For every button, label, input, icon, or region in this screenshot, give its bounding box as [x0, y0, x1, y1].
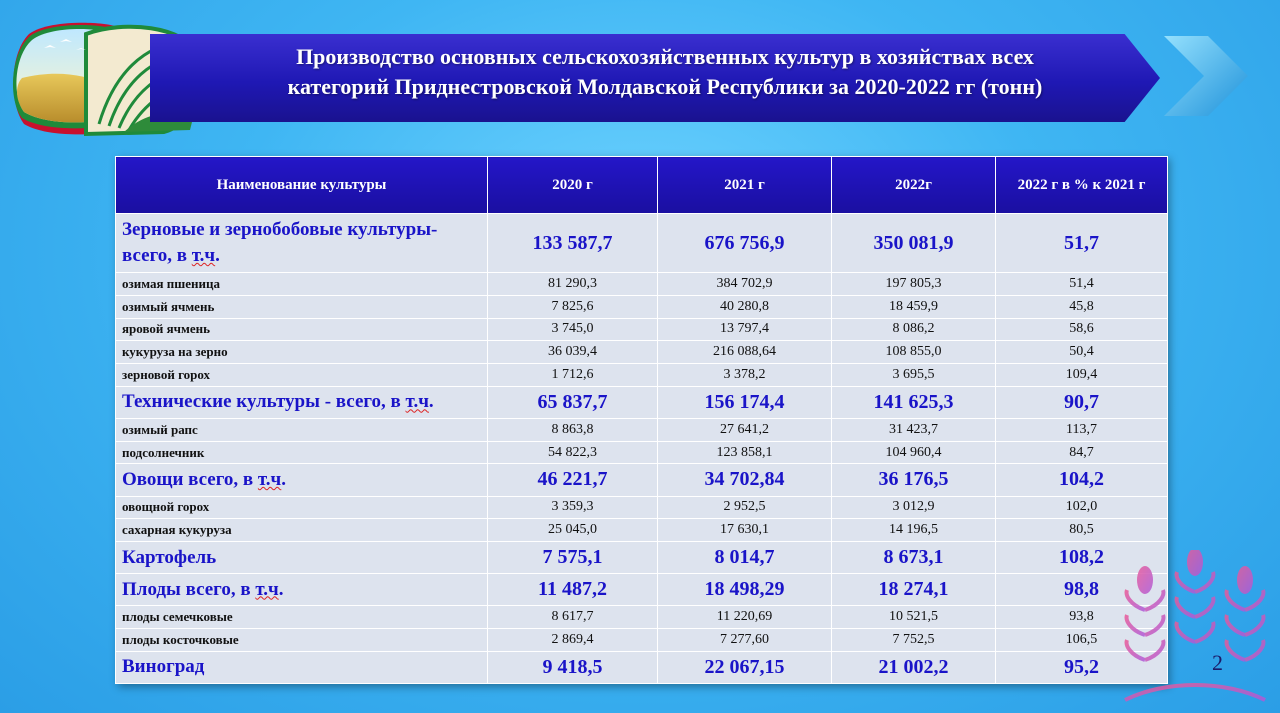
- production-table: [115, 156, 1167, 684]
- crop-name: Технические культуры - всего, в т.ч.: [116, 386, 488, 418]
- title-line-1: Производство основных сельскохозяйственных культур в хозяйствах всех: [296, 44, 1034, 69]
- table-row: [116, 318, 1168, 341]
- value-percent: 102,0: [996, 496, 1168, 519]
- value-percent: 98,8: [996, 574, 1168, 606]
- crop-name: подсолнечник: [116, 441, 488, 464]
- value-2021: 2 952,5: [658, 496, 832, 519]
- value-2022: 108 855,0: [832, 341, 996, 364]
- value-percent: 90,7: [996, 386, 1168, 418]
- header-2022: 2022г: [832, 157, 996, 214]
- value-2020: 36 039,4: [488, 341, 658, 364]
- crop-name: яровой ячмень: [116, 318, 488, 341]
- table-row: [116, 441, 1168, 464]
- value-2022: 350 081,9: [832, 214, 996, 273]
- value-2022: 31 423,7: [832, 418, 996, 441]
- value-2020: 2 869,4: [488, 629, 658, 652]
- header-percent: 2022 г в % к 2021 г: [996, 157, 1168, 214]
- crop-name: зерновой горох: [116, 364, 488, 387]
- value-2022: 8 086,2: [832, 318, 996, 341]
- value-2021: 8 014,7: [658, 542, 832, 574]
- table-row: [116, 519, 1168, 542]
- value-2021: 40 280,8: [658, 295, 832, 318]
- value-2020: 65 837,7: [488, 386, 658, 418]
- value-2021: 18 498,29: [658, 574, 832, 606]
- table-row: [116, 629, 1168, 652]
- crop-name: плоды семечковые: [116, 606, 488, 629]
- crop-name: плоды косточковые: [116, 629, 488, 652]
- chevron-right-icon[interactable]: [1160, 30, 1252, 122]
- value-percent: 50,4: [996, 341, 1168, 364]
- page-number: 2: [1212, 650, 1223, 675]
- value-percent: 51,7: [996, 214, 1168, 273]
- header-crop-name: Наименование культуры: [116, 157, 488, 214]
- table-row: [116, 364, 1168, 387]
- value-2020: 133 587,7: [488, 214, 658, 273]
- table-row: [116, 214, 1168, 273]
- value-percent: 104,2: [996, 464, 1168, 496]
- value-2021: 17 630,1: [658, 519, 832, 542]
- value-2022: 8 673,1: [832, 542, 996, 574]
- value-2021: 13 797,4: [658, 318, 832, 341]
- table-row: [116, 273, 1168, 296]
- header-2020: 2020 г: [488, 157, 658, 214]
- crop-name: озимая пшеница: [116, 273, 488, 296]
- title-line-2: категорий Приднестровской Молдавской Республики за 2020-2022 гг (тонн): [287, 74, 1043, 99]
- table-row: [116, 386, 1168, 418]
- value-2020: 8 617,7: [488, 606, 658, 629]
- table-row: [116, 651, 1168, 683]
- value-2020: 1 712,6: [488, 364, 658, 387]
- value-2020: 11 487,2: [488, 574, 658, 606]
- page-title: [190, 42, 1140, 102]
- table-row: [116, 464, 1168, 496]
- value-2022: 3 012,9: [832, 496, 996, 519]
- value-2020: 7 825,6: [488, 295, 658, 318]
- crop-name: Плоды всего, в т.ч.: [116, 574, 488, 606]
- value-2020: 25 045,0: [488, 519, 658, 542]
- value-2021: 7 277,60: [658, 629, 832, 652]
- value-2021: 34 702,84: [658, 464, 832, 496]
- value-percent: 51,4: [996, 273, 1168, 296]
- value-2022: 3 695,5: [832, 364, 996, 387]
- value-2020: 54 822,3: [488, 441, 658, 464]
- value-2021: 123 858,1: [658, 441, 832, 464]
- crop-name: кукуруза на зерно: [116, 341, 488, 364]
- value-percent: 84,7: [996, 441, 1168, 464]
- value-percent: 109,4: [996, 364, 1168, 387]
- value-2021: 3 378,2: [658, 364, 832, 387]
- crop-name: Зерновые и зернобобовые культуры- всего, в т.ч.: [116, 214, 488, 273]
- value-2020: 8 863,8: [488, 418, 658, 441]
- table-row: [116, 574, 1168, 606]
- value-percent: 58,6: [996, 318, 1168, 341]
- crop-name: озимый ячмень: [116, 295, 488, 318]
- table-row: [116, 496, 1168, 519]
- value-2020: 3 359,3: [488, 496, 658, 519]
- crop-name: овощной горох: [116, 496, 488, 519]
- value-2021: 384 702,9: [658, 273, 832, 296]
- value-percent: 95,2: [996, 651, 1168, 683]
- value-percent: 106,5: [996, 629, 1168, 652]
- value-percent: 108,2: [996, 542, 1168, 574]
- value-2020: 46 221,7: [488, 464, 658, 496]
- value-percent: 45,8: [996, 295, 1168, 318]
- table-row: [116, 341, 1168, 364]
- value-2022: 14 196,5: [832, 519, 996, 542]
- value-2022: 10 521,5: [832, 606, 996, 629]
- table-row: [116, 418, 1168, 441]
- crop-name: сахарная кукуруза: [116, 519, 488, 542]
- value-2021: 156 174,4: [658, 386, 832, 418]
- value-2021: 27 641,2: [658, 418, 832, 441]
- crop-name: Овощи всего, в т.ч.: [116, 464, 488, 496]
- value-percent: 93,8: [996, 606, 1168, 629]
- table-row: [116, 295, 1168, 318]
- value-2022: 36 176,5: [832, 464, 996, 496]
- value-2020: 81 290,3: [488, 273, 658, 296]
- value-2021: 676 756,9: [658, 214, 832, 273]
- header-2021: 2021 г: [658, 157, 832, 214]
- value-2021: 216 088,64: [658, 341, 832, 364]
- value-2022: 104 960,4: [832, 441, 996, 464]
- table-row: [116, 542, 1168, 574]
- crop-name: Виноград: [116, 651, 488, 683]
- crop-name: озимый рапс: [116, 418, 488, 441]
- value-2020: 7 575,1: [488, 542, 658, 574]
- wheat-icon: [1105, 550, 1280, 713]
- value-2021: 11 220,69: [658, 606, 832, 629]
- value-percent: 113,7: [996, 418, 1168, 441]
- value-2022: 18 274,1: [832, 574, 996, 606]
- crop-name: Картофель: [116, 542, 488, 574]
- value-2022: 18 459,9: [832, 295, 996, 318]
- value-2022: 7 752,5: [832, 629, 996, 652]
- value-2021: 22 067,15: [658, 651, 832, 683]
- value-2020: 9 418,5: [488, 651, 658, 683]
- value-percent: 80,5: [996, 519, 1168, 542]
- value-2022: 21 002,2: [832, 651, 996, 683]
- table-row: [116, 606, 1168, 629]
- table-header-row: [116, 157, 1168, 214]
- value-2020: 3 745,0: [488, 318, 658, 341]
- value-2022: 141 625,3: [832, 386, 996, 418]
- value-2022: 197 805,3: [832, 273, 996, 296]
